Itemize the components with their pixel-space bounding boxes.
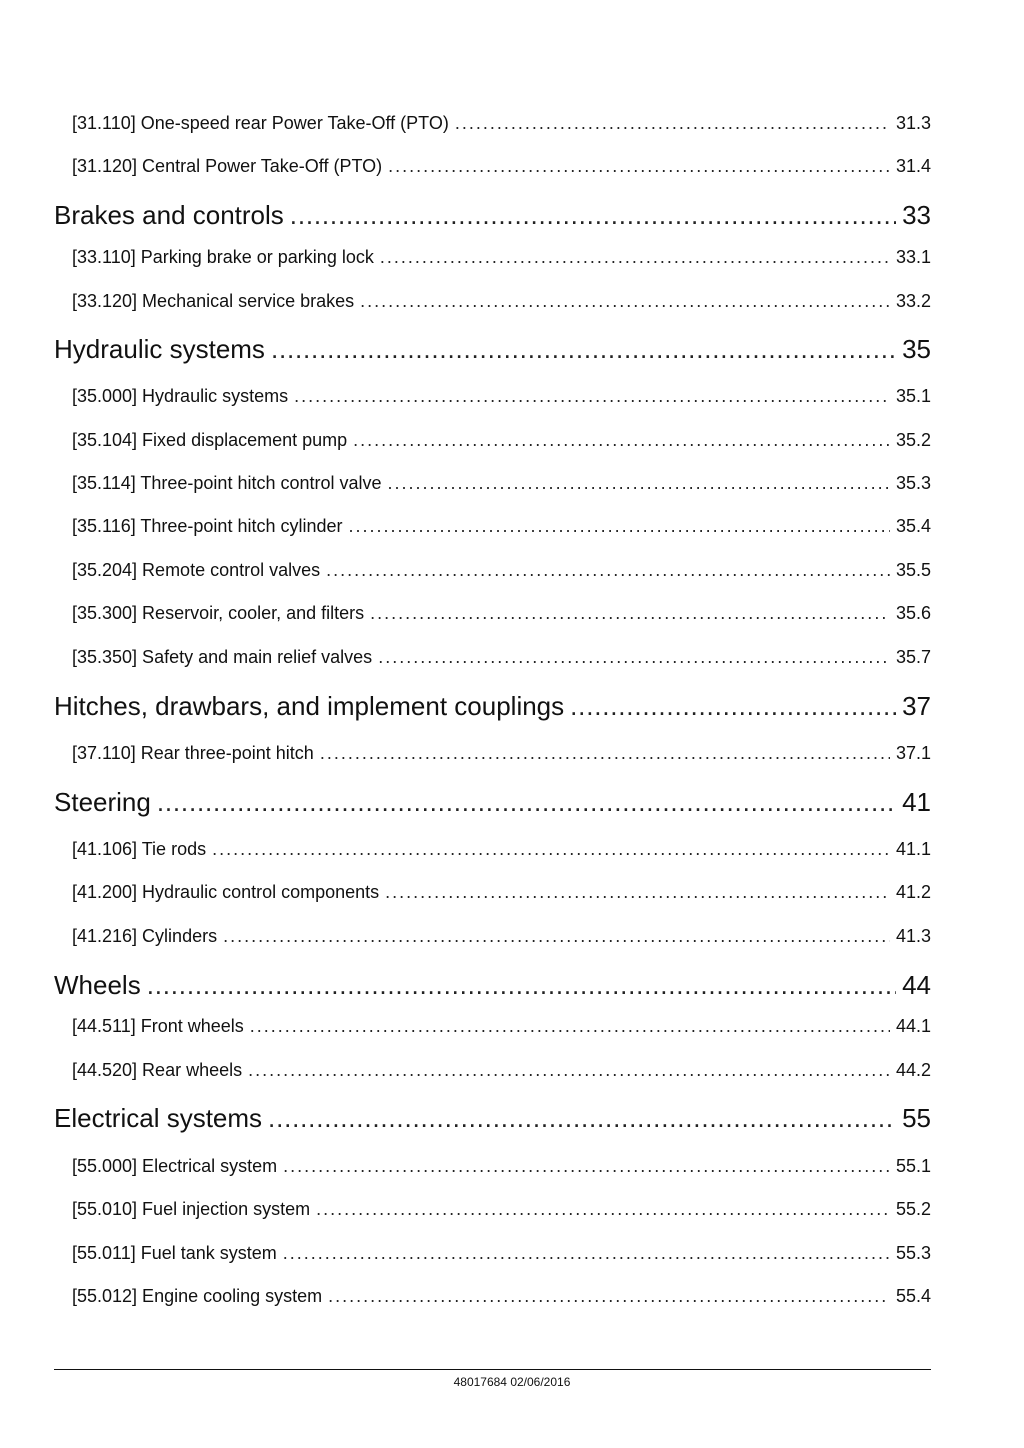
- toc-entry[interactable]: [0, 1016, 1024, 1040]
- toc-entry-page: 44.2: [895, 1060, 931, 1080]
- toc-entry-label: [35.114] Three-point hitch control valve: [72, 473, 382, 493]
- dot-leader: [157, 787, 896, 818]
- toc-entry-label: [41.216] Cylinders: [72, 926, 218, 946]
- toc-entry-label: [35.300] Reservoir, cooler, and filters: [72, 603, 365, 623]
- toc-entry-page: 55.1: [895, 1156, 931, 1176]
- toc-entry-page: 33.2: [895, 291, 931, 311]
- dot-leader: [290, 200, 896, 231]
- toc-entry-page: 35.1: [895, 386, 931, 406]
- toc-entry-page: 55.4: [895, 1286, 931, 1306]
- toc-entry-label: [41.106] Tie rods: [72, 839, 207, 859]
- toc-entry-label: [31.120] Central Power Take-Off (PTO): [72, 156, 383, 176]
- toc-entry-page: 35.2: [895, 430, 931, 450]
- footer-divider: [54, 1369, 931, 1370]
- dot-leader: [212, 839, 890, 860]
- toc-entry-page: 35.3: [895, 473, 931, 493]
- toc-entry[interactable]: [0, 113, 1024, 137]
- toc-entry[interactable]: [0, 1286, 1024, 1310]
- toc-section-title: Electrical systems: [54, 1103, 263, 1133]
- dot-leader: [294, 386, 890, 407]
- toc-entry-page: 41.2: [895, 882, 931, 902]
- toc-entry-label: [35.104] Fixed displacement pump: [72, 430, 348, 450]
- dot-leader: [349, 516, 890, 537]
- toc-entry[interactable]: [0, 603, 1024, 627]
- toc-entry[interactable]: [0, 647, 1024, 671]
- toc-section[interactable]: [0, 787, 1024, 821]
- toc-entry-page: 31.3: [895, 113, 931, 133]
- toc-entry-label: [31.110] One-speed rear Power Take-Off (PTO): [72, 113, 449, 133]
- dot-leader: [320, 743, 890, 764]
- toc-section[interactable]: [0, 334, 1024, 368]
- dot-leader: [268, 1103, 896, 1134]
- dot-leader: [248, 1060, 890, 1081]
- toc-entry-page: 35.7: [895, 647, 931, 667]
- toc-entry-label: [35.204] Remote control valves: [72, 560, 321, 580]
- toc-entry-label: [37.110] Rear three-point hitch: [72, 743, 314, 763]
- toc-entry-page: 31.4: [895, 156, 931, 176]
- dot-leader: [388, 156, 890, 177]
- toc-section-page: 35: [902, 334, 931, 364]
- toc-section-title: Wheels: [54, 970, 141, 1000]
- dot-leader: [328, 1286, 890, 1307]
- dot-leader: [316, 1199, 890, 1220]
- toc-entry-label: [55.011] Fuel tank system: [72, 1243, 277, 1263]
- toc-entry-page: 33.1: [895, 247, 931, 267]
- toc-section-title: Hydraulic systems: [54, 334, 265, 364]
- toc-section-page: 33: [902, 200, 931, 230]
- toc-section-page: 41: [902, 787, 931, 817]
- toc-entry[interactable]: [0, 516, 1024, 540]
- toc-entry-label: [55.010] Fuel injection system: [72, 1199, 311, 1219]
- toc-entry[interactable]: [0, 839, 1024, 863]
- dot-leader: [388, 473, 890, 494]
- toc-entry[interactable]: [0, 430, 1024, 454]
- toc-entry-page: 35.5: [895, 560, 931, 580]
- toc-entry-label: [41.200] Hydraulic control components: [72, 882, 380, 902]
- toc-entry[interactable]: [0, 1243, 1024, 1267]
- toc-section[interactable]: [0, 970, 1024, 1004]
- toc-entry-page: 35.6: [895, 603, 931, 623]
- dot-leader: [283, 1243, 890, 1264]
- toc-entry[interactable]: [0, 1199, 1024, 1223]
- toc-entry-page: 41.1: [895, 839, 931, 859]
- toc-section[interactable]: [0, 1103, 1024, 1137]
- dot-leader: [360, 291, 890, 312]
- toc-entry-label: [44.520] Rear wheels: [72, 1060, 243, 1080]
- toc-entry[interactable]: [0, 926, 1024, 950]
- toc-entry[interactable]: [0, 291, 1024, 315]
- dot-leader: [380, 247, 890, 268]
- dot-leader: [378, 647, 890, 668]
- toc-section-page: 37: [902, 691, 931, 721]
- dot-leader: [455, 113, 890, 134]
- toc-entry-page: 55.2: [895, 1199, 931, 1219]
- toc-section[interactable]: [0, 200, 1024, 234]
- toc-section-title: Brakes and controls: [54, 200, 284, 230]
- dot-leader: [271, 334, 896, 365]
- dot-leader: [250, 1016, 890, 1037]
- dot-leader: [283, 1156, 890, 1177]
- toc-entry[interactable]: [0, 386, 1024, 410]
- toc-section-page: 55: [902, 1103, 931, 1133]
- toc-section-title: Steering: [54, 787, 151, 817]
- toc-entry-label: [55.000] Electrical system: [72, 1156, 278, 1176]
- dot-leader: [385, 882, 890, 903]
- toc-entry[interactable]: [0, 882, 1024, 906]
- dot-leader: [326, 560, 890, 581]
- toc-entry-page: 37.1: [895, 743, 931, 763]
- toc-entry-label: [35.000] Hydraulic systems: [72, 386, 289, 406]
- toc-entry[interactable]: [0, 560, 1024, 584]
- toc-entry[interactable]: [0, 743, 1024, 767]
- toc-section-page: 44: [902, 970, 931, 1000]
- toc-entry-page: 35.4: [895, 516, 931, 536]
- dot-leader: [570, 691, 896, 722]
- toc-entry[interactable]: [0, 156, 1024, 180]
- toc-entry[interactable]: [0, 473, 1024, 497]
- toc-entry[interactable]: [0, 1060, 1024, 1084]
- toc-entry-label: [33.120] Mechanical service brakes: [72, 291, 355, 311]
- toc-entry[interactable]: [0, 247, 1024, 271]
- footer-document-id: 48017684 02/06/2016: [453, 1375, 571, 1389]
- toc-entry-label: [33.110] Parking brake or parking lock: [72, 247, 374, 267]
- toc-entry-page: 41.3: [895, 926, 931, 946]
- dot-leader: [353, 430, 890, 451]
- dot-leader: [147, 970, 896, 1001]
- toc-entry-page: 44.1: [895, 1016, 931, 1036]
- toc-entry-label: [35.116] Three-point hitch cylinder: [72, 516, 343, 536]
- toc-section-title: Hitches, drawbars, and implement couplings: [54, 691, 565, 721]
- toc-entry[interactable]: [0, 1156, 1024, 1180]
- toc-entry-page: 55.3: [895, 1243, 931, 1263]
- dot-leader: [370, 603, 890, 624]
- toc-entry-label: [55.012] Engine cooling system: [72, 1286, 323, 1306]
- toc-entry-label: [44.511] Front wheels: [72, 1016, 244, 1036]
- toc-section[interactable]: [0, 691, 1024, 725]
- dot-leader: [223, 926, 890, 947]
- toc-entry-label: [35.350] Safety and main relief valves: [72, 647, 373, 667]
